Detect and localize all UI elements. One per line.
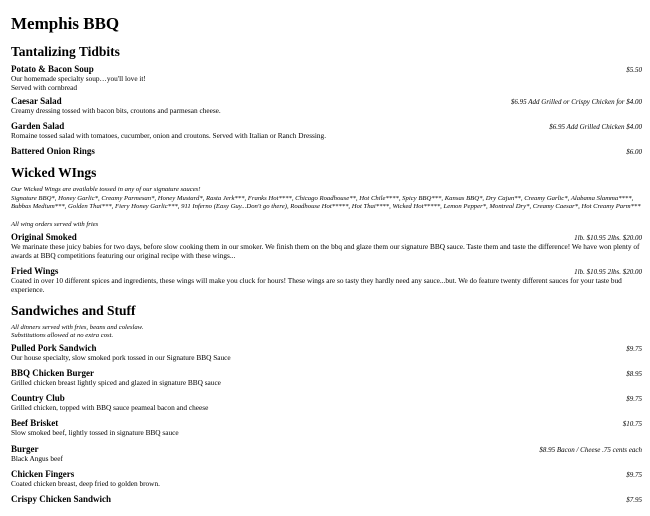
item-name: Garden Salad xyxy=(11,121,65,131)
item-price: 1lb. $10.95 2lbs. $20.00 xyxy=(574,234,642,242)
item-name: Pulled Pork Sandwich xyxy=(11,343,97,353)
item-name: Beef Brisket xyxy=(11,418,59,428)
menu-item xyxy=(11,146,642,156)
sandwiches-note: All dinners served with fries, beans and coleslaw. xyxy=(11,324,144,331)
item-name: Fried Wings xyxy=(11,266,59,276)
item-name: Original Smoked xyxy=(11,232,77,242)
item-description: Slow smoked beef, lightly tossed in signature BBQ sauce xyxy=(11,428,179,437)
sandwiches-note: Substitutions allowed at no extra cost. xyxy=(11,332,114,339)
item-name: Potato & Bacon Soup xyxy=(11,64,94,74)
menu-item xyxy=(11,469,642,488)
menu-item xyxy=(11,96,642,115)
item-name: Chicken Fingers xyxy=(11,469,75,479)
menu-item xyxy=(11,232,642,260)
item-price: $9.75 xyxy=(626,345,642,353)
item-description: Romaine tossed salad with tomatoes, cucumber, onion and croutons. Served with Italian or Ranch Dressing. xyxy=(11,131,327,140)
section-title-wings: Wicked WIngs xyxy=(11,165,97,180)
menu-item xyxy=(11,343,642,362)
item-description: Black Angus beef xyxy=(11,454,63,463)
section-title-sandwiches: Sandwiches and Stuff xyxy=(11,303,136,318)
item-name: Caesar Salad xyxy=(11,96,62,106)
menu-item xyxy=(11,266,642,294)
item-price: $10.75 xyxy=(622,420,642,428)
item-description: Coated chicken breast, deep fried to golden brown. xyxy=(11,479,160,488)
item-description: Creamy dressing tossed with bacon bits, croutons and parmesan cheese. xyxy=(11,106,221,115)
wings-fries-note: All wing orders served with fries xyxy=(11,221,99,228)
item-name: Burger xyxy=(11,444,39,454)
item-price: $5.50 xyxy=(626,66,642,74)
menu-item xyxy=(11,444,642,463)
item-description: Served with cornbread xyxy=(11,83,78,92)
item-price: $8.95 Bacon / Cheese .75 cents each xyxy=(539,446,642,454)
item-price: $9.75 xyxy=(626,395,642,403)
item-description: Grilled chicken breast lightly spiced and glazed in signature BBQ sauce xyxy=(11,378,221,387)
section-title-tidbits: Tantalizing Tidbits xyxy=(11,44,120,59)
menu-item xyxy=(11,368,642,387)
item-price: $8.95 xyxy=(626,370,642,378)
item-price: $6.00 xyxy=(626,148,642,156)
wings-intro-note: Our Wicked Wings are available tossed in any of our signature sauces! xyxy=(11,186,201,193)
menu-item xyxy=(11,393,642,412)
item-description: Our house specialty, slow smoked pork tossed in our Signature BBQ Sauce xyxy=(11,353,231,362)
item-name: Country Club xyxy=(11,393,65,403)
item-price: 1lb. $10.95 2lbs. $20.00 xyxy=(574,268,642,276)
item-description: Grilled chicken, topped with BBQ sauce peameal bacon and cheese xyxy=(11,403,209,412)
item-price: $6.95 Add Grilled Chicken $4.00 xyxy=(549,123,642,131)
menu-item xyxy=(11,64,642,92)
menu-item xyxy=(11,418,642,437)
menu-item xyxy=(11,121,642,140)
item-name: Crispy Chicken Sandwich xyxy=(11,494,112,504)
item-description: We marinate these juicy babies for two days, before slow cooking them in our smoker. We finish them on the bbq and glaze them our signature BBQ sauce. Taste them and taste the difference! We have won plenty of awards at BBQ competitions featuring our original recipe with these wings... xyxy=(11,242,640,260)
wings-sauce-list: Signature BBQ*, Honey Garlic*, Creamy Parmesan*, Honey Mustard*, Rasta Jerk***, Franks Hot****, Chicago Roadhouse**, Hot Chile****, Spicy BBQ***, Kansas BBQ*, Dry Cajun**, Creamy Garlic*, Alabama Slamma****, Bubbas Medium***, Golden Thai***, Fiery Honey Garlic***, 911 Inferno (Easy Guy...Don't go there), Roadhouse Hot*****, Hot Thai****, Wicked Hot*****, Lemon Pepper*, Montreal Dry*, Creamy Caesar*, Hot Creamy Parm*** xyxy=(11,195,641,211)
item-description: Coated in over 10 different spices and ingredients, these wings will make you cluck for hours! These wings are so tasty they hardly need any sauce...but. We do feature twenty different sauces for your taste bud experience. xyxy=(11,276,622,294)
item-name: Battered Onion Rings xyxy=(11,146,95,156)
item-price: $6.95 Add Grilled or Crispy Chicken for $4.00 xyxy=(510,98,642,106)
menu-item xyxy=(11,494,642,504)
restaurant-title: Memphis BBQ xyxy=(11,14,120,33)
item-name: BBQ Chicken Burger xyxy=(11,368,95,378)
item-price: $7.95 xyxy=(626,496,642,504)
item-description: Our homemade specialty soup…you'll love it! xyxy=(11,74,146,83)
item-price: $9.75 xyxy=(626,471,642,479)
